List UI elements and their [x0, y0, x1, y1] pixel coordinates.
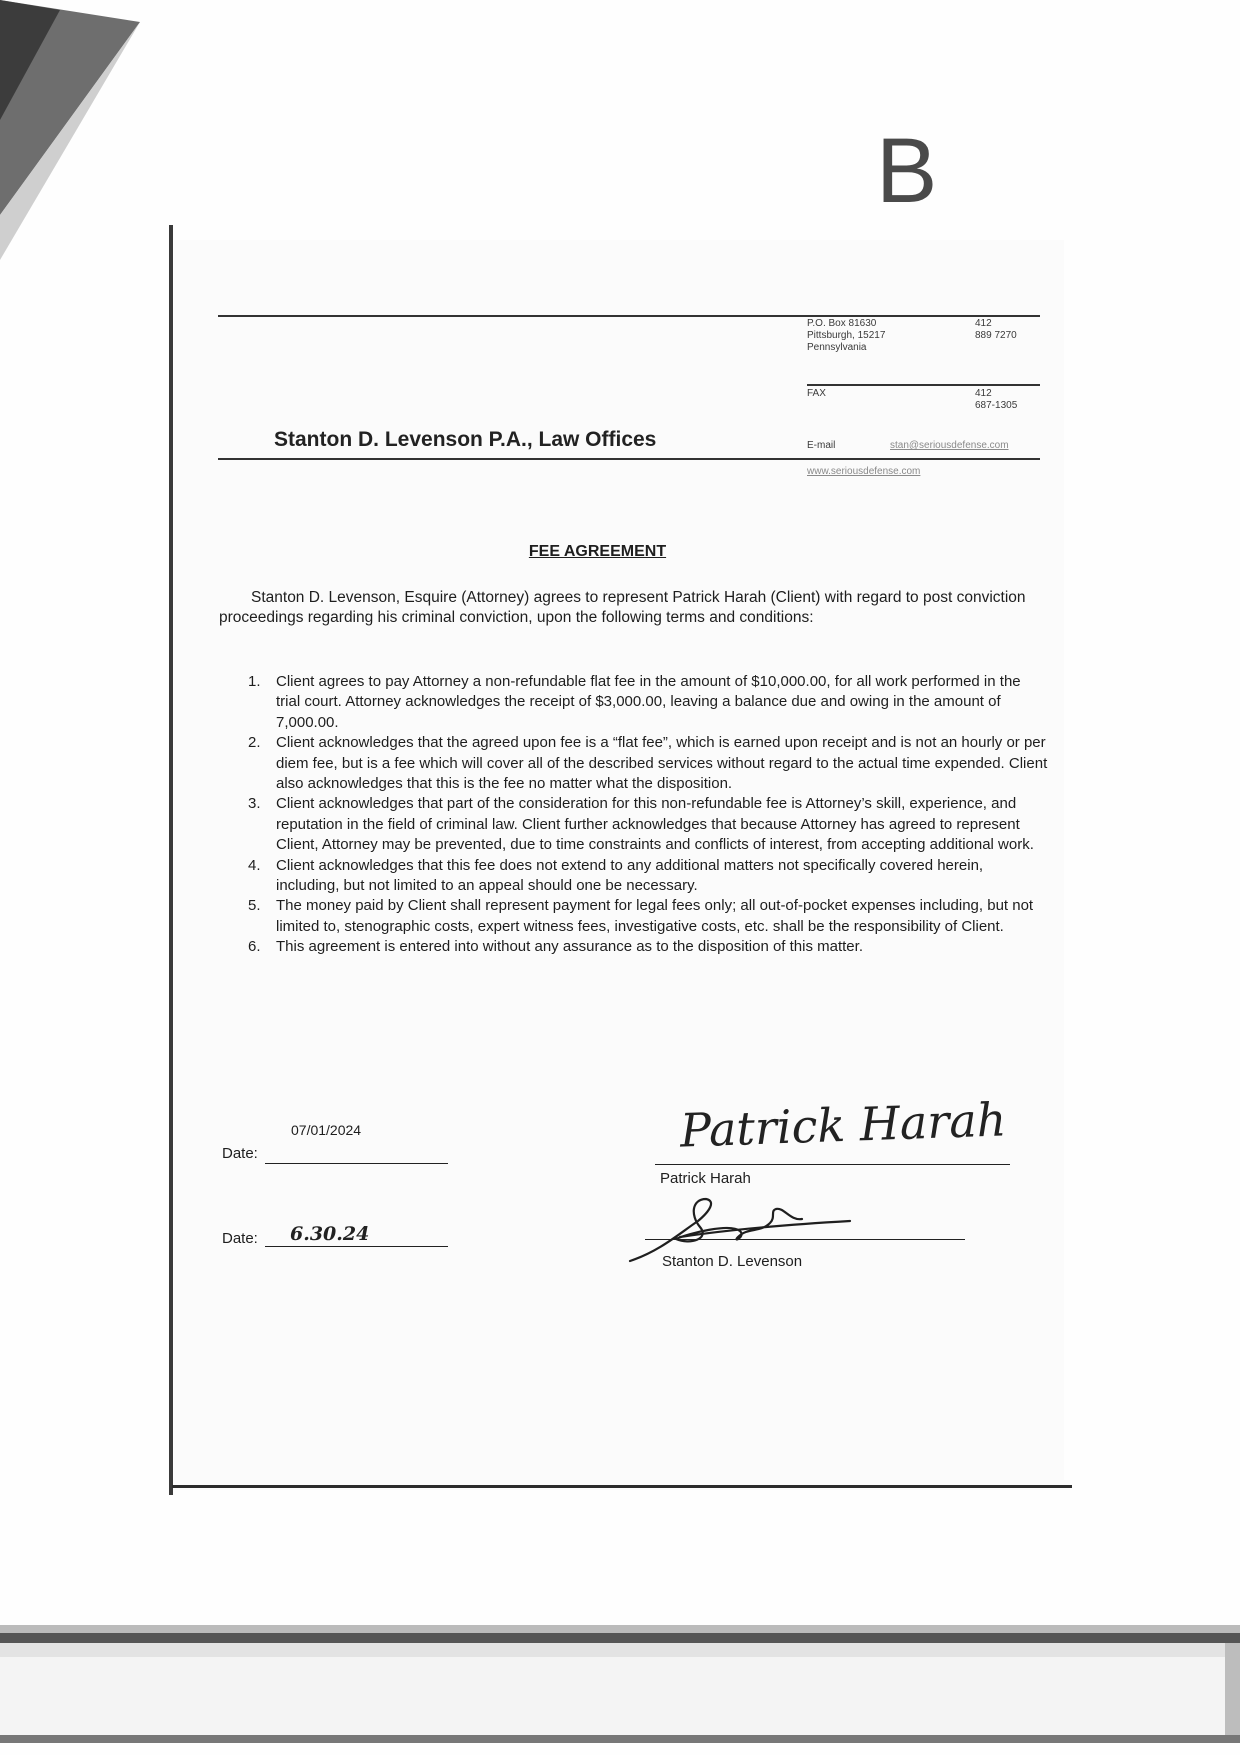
email-label: E-mail	[807, 440, 836, 451]
attorney-signature-line	[645, 1239, 965, 1240]
client-signature-line	[655, 1164, 1010, 1165]
term-item	[248, 856, 1048, 897]
term-number: 1.	[248, 673, 261, 690]
term-number: 2.	[248, 734, 261, 752]
fax-number: 687-1305	[975, 400, 1018, 411]
document-left-edge	[169, 225, 173, 1495]
term-text: The money paid by Client shall represent payment for legal fees only; all out-of-pocket expenses including, but not limited to, stenographic costs, expert witness fees, investigative costs, etc. shall be the responsibility of Client.	[276, 897, 1034, 935]
document-title: FEE AGREEMENT	[528, 543, 667, 560]
attorney-name: Stanton D. Levenson	[662, 1253, 803, 1270]
term-number: 4.	[248, 856, 261, 874]
website-link[interactable]: www.seriousdefense.com	[807, 466, 921, 477]
term-item	[248, 672, 1048, 733]
attorney-date-value: 6.30.24	[290, 1223, 370, 1245]
fax-area-code: 412	[975, 388, 992, 399]
term-text: This agreement is entered into without any assurance as to the disposition of this matter.	[276, 938, 863, 956]
fax-label: FAX	[807, 388, 826, 399]
term-item	[248, 937, 1048, 957]
terms-list	[248, 672, 1048, 958]
phone-number: 889 7270	[975, 330, 1017, 341]
term-text: Client agrees to pay Attorney a non-refundable flat fee in the amount of $10,000.00, for all work performed in the trial court. Attorney acknowledges the receipt of $3,000.00, leaving a balance due and owing in the amount of 7,000.00.	[276, 673, 1021, 731]
letterhead-bottom-rule	[218, 458, 1040, 460]
document-bottom-edge	[172, 1485, 1072, 1488]
term-text: Client acknowledges that this fee does not extend to any additional matters not specifically covered herein, including, but not limited to an appeal should one be necessary.	[276, 856, 984, 895]
po-box: P.O. Box 81630	[807, 318, 877, 329]
term-number: 3.	[248, 795, 261, 813]
client-date-value: 07/01/2024	[291, 1122, 362, 1138]
term-number: 6.	[248, 938, 261, 956]
term-item	[248, 896, 1048, 937]
letterhead-fax-rule	[807, 384, 1040, 386]
scanner-edge-band	[0, 1625, 1240, 1755]
term-item	[248, 794, 1048, 855]
term-text: Client acknowledges that the agreed upon fee is a “flat fee”, which is earned upon receipt and is not an hourly or per diem fee, but is a fee which will cover all of the described services without regard to the actual time expended. Client also acknowledges that this is the fee no matter what the disposition.	[276, 734, 1048, 793]
term-item	[248, 733, 1048, 794]
email-address[interactable]: stan@seriousdefense.com	[890, 440, 1009, 451]
city-zip: Pittsburgh, 15217	[807, 330, 886, 341]
attorney-date-label: Date:	[222, 1230, 258, 1247]
phone-area-code: 412	[975, 318, 992, 329]
firm-name: Stanton D. Levenson P.A., Law Offices	[274, 428, 657, 451]
letterhead-top-rule	[218, 315, 1040, 317]
client-name: Patrick Harah	[660, 1170, 751, 1187]
client-date-label: Date:	[222, 1145, 258, 1162]
intro-paragraph: Stanton D. Levenson, Esquire (Attorney) agrees to represent Patrick Harah (Client) with regard to post conviction proceedings regarding his criminal conviction, upon the following terms and conditions:	[219, 589, 1026, 626]
client-signature: Patrick Harah	[679, 1092, 1008, 1158]
folded-corner-shadow	[0, 0, 140, 260]
attorney-date-line	[265, 1246, 448, 1247]
term-number: 5.	[248, 897, 261, 915]
state: Pennsylvania	[807, 342, 867, 353]
exhibit-label: B	[876, 120, 938, 222]
client-date-line	[265, 1163, 448, 1164]
term-text: Client acknowledges that part of the consideration for this non-refundable fee is Attorney’s skill, experience, and reputation in the field of criminal law. Client further acknowledges that because Attorney has agreed to represent Client, Attorney may be prevented, due to time constraints and conflicts of interest, from accepting additional work.	[276, 795, 1034, 854]
